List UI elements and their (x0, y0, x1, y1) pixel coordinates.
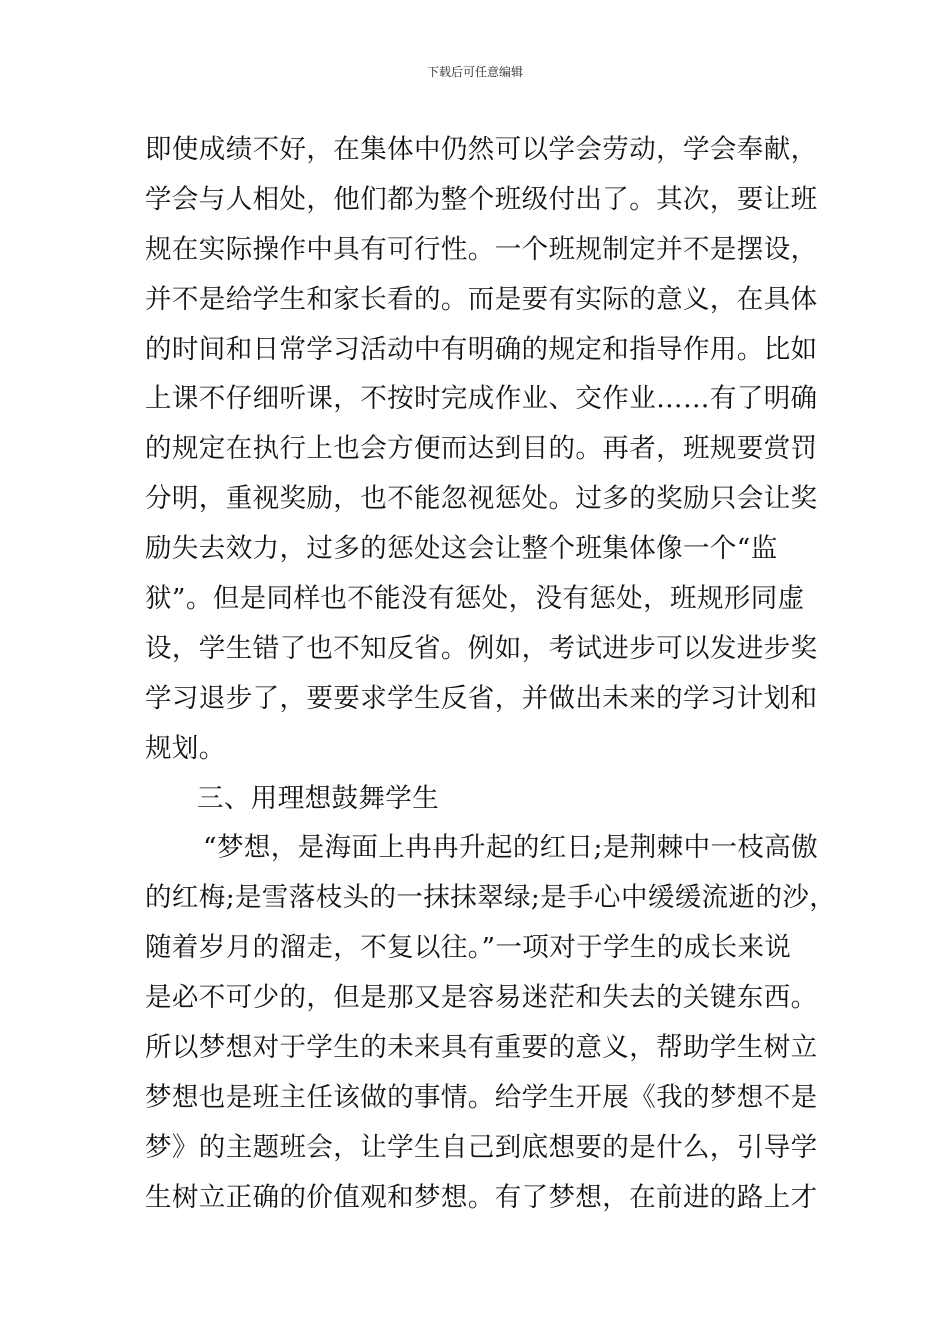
body-line: 上课不仔细听课，不按时完成作业、交作业……有了明确 (145, 383, 818, 415)
body-line: 生树立正确的价值观和梦想。有了梦想，在前进的路上才 (145, 1181, 818, 1213)
body-line: 励失去效力，过多的惩处这会让整个班集体像一个“监 (145, 533, 778, 565)
page-header: 下载后可任意编辑 (426, 65, 523, 79)
body-line: 随着岁月的溜走，不复以往。”一项对于学生的成长来说 (145, 932, 792, 964)
body-line: 分明，重视奖励，也不能忽视惩处。过多的奖励只会让奖 (145, 483, 818, 515)
body-line: 是必不可少的，但是那又是容易迷茫和失去的关键东西。 (145, 982, 818, 1014)
body-line: 的红梅;是雪落枝头的一抹抹翠绿;是手心中缓缓流逝的沙， (145, 882, 837, 914)
body-line: 学习退步了，要要求学生反省，并做出未来的学习计划和 (145, 682, 818, 714)
body-line: 的时间和日常学习活动中有明确的规定和指导作用。比如 (145, 333, 818, 365)
body-line: 所以梦想对于学生的未来具有重要的意义，帮助学生树立 (145, 1032, 818, 1064)
body-line: 梦》的主题班会，让学生自己到底想要的是什么，引导学 (145, 1131, 818, 1163)
body-line: 规划。 (145, 732, 226, 764)
body-line: 规在实际操作中具有可行性。一个班规制定并不是摆设， (145, 233, 818, 265)
body-line: 即使成绩不好，在集体中仍然可以学会劳动，学会奉献， (145, 134, 818, 165)
body-line: 梦想也是班主任该做的事情。给学生开展《我的梦想不是 (145, 1081, 818, 1113)
body-line: 的规定在执行上也会方便而达到目的。再者，班规要赏罚 (145, 433, 818, 465)
body-line: 狱”。但是同样也不能没有惩处，没有惩处，班规形同虚 (145, 583, 805, 615)
document-body (145, 125, 837, 1223)
section-heading: 三、用理想鼓舞学生 (197, 782, 440, 814)
body-line: 并不是给学生和家长看的。而是要有实际的意义，在具体 (145, 283, 818, 315)
body-line: 设，学生错了也不知反省。例如，考试进步可以发进步奖 (145, 632, 818, 664)
body-line: 学会与人相处，他们都为整个班级付出了。其次，要让班 (145, 183, 818, 215)
body-line: “梦想，是海面上冉冉升起的红日;是荆棘中一枝高傲 (203, 832, 819, 864)
